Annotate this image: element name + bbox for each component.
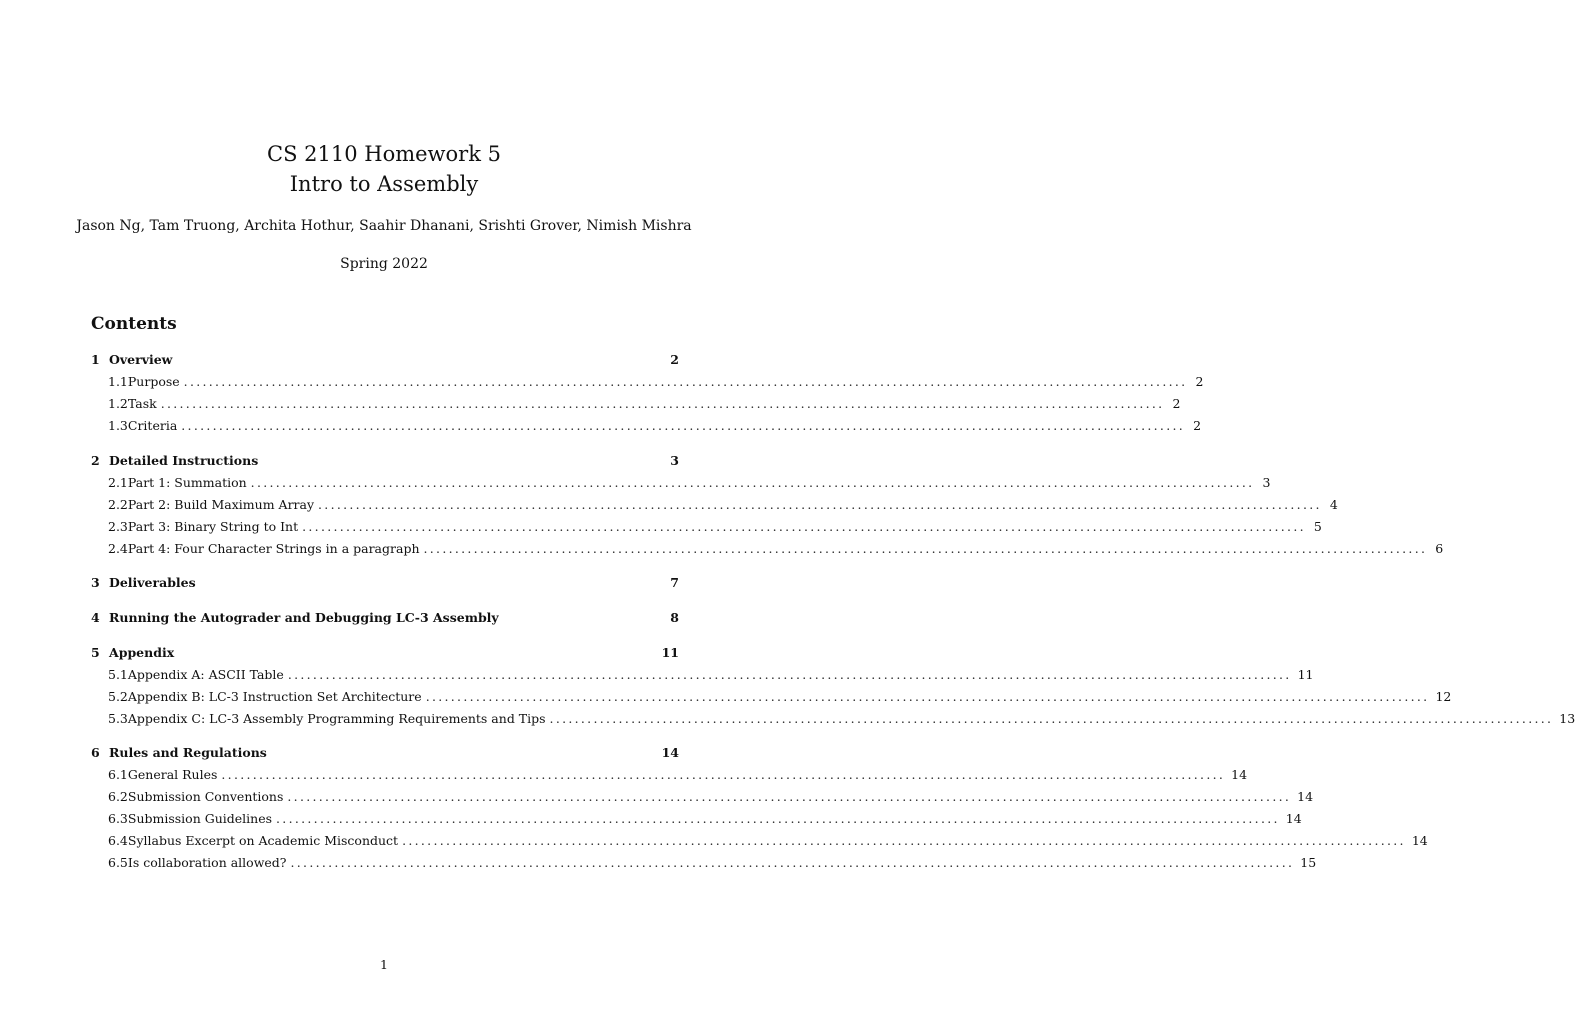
toc-number: 3: [91, 575, 100, 590]
toc-title: General Rules: [127, 767, 218, 782]
toc-subsection-part3[interactable]: [108, 518, 1322, 536]
toc-subsection-task[interactable]: [108, 395, 1181, 413]
toc-number: 6.3: [108, 811, 128, 826]
toc-leader: ................................................................................................................................................................: [290, 855, 1295, 870]
toc-subsection-purpose[interactable]: [108, 373, 1204, 391]
toc-subsection-submission-conventions[interactable]: [108, 788, 1314, 806]
toc-section-appendix[interactable]: [91, 644, 679, 662]
toc-title: Appendix A: ASCII Table: [127, 667, 284, 682]
toc-leader: ................................................................................................................................................................: [276, 811, 1280, 826]
toc-number: 2.4: [108, 541, 128, 556]
toc-number: 6.5: [108, 855, 128, 870]
toc-leader: ................................................................................................................................................................: [318, 497, 1322, 512]
contents-heading: Contents: [91, 314, 177, 334]
toc-page: 3: [670, 453, 679, 468]
toc-page: 11: [1297, 667, 1314, 682]
toc-leader: ................................................................................................................................................................: [160, 396, 1165, 411]
date: Spring 2022: [340, 256, 428, 272]
toc-title: Syllabus Excerpt on Academic Misconduct: [127, 833, 399, 848]
toc-title: Task: [127, 396, 157, 411]
toc-page: 8: [670, 610, 679, 625]
toc-title: Part 1: Summation: [127, 475, 247, 490]
toc-subsection-submission-guidelines[interactable]: [108, 810, 1302, 828]
toc-title: Running the Autograder and Debugging LC-3 Assembly: [109, 610, 499, 625]
toc-title: Purpose: [127, 374, 180, 389]
toc-leader: ................................................................................................................................................................: [425, 689, 1430, 704]
toc-section-detailed-instructions[interactable]: [91, 452, 679, 470]
toc-number: 6.4: [108, 833, 128, 848]
toc-subsection-collaboration[interactable]: [108, 854, 1317, 872]
toc-subsection-syllabus-excerpt[interactable]: [108, 832, 1428, 850]
toc-page: 14: [1411, 833, 1428, 848]
toc-page: 14: [661, 745, 679, 760]
toc-number: 1.2: [108, 396, 128, 411]
toc-number: 2.3: [108, 519, 128, 534]
toc-title: Appendix C: LC-3 Assembly Programming Requirements and Tips: [127, 711, 546, 726]
toc-subsection-part4[interactable]: [108, 540, 1444, 558]
toc-page: 15: [1300, 855, 1317, 870]
toc-title: Submission Conventions: [127, 789, 284, 804]
toc-page: 2: [670, 352, 679, 367]
toc-page: 6: [1435, 541, 1444, 556]
toc-page: 2: [1172, 396, 1181, 411]
toc-subsection-part1[interactable]: [108, 474, 1271, 492]
toc-page: 5: [1313, 519, 1322, 534]
toc-title: Deliverables: [109, 575, 196, 590]
toc-page: 2: [1195, 374, 1204, 389]
toc-subsection-criteria[interactable]: [108, 417, 1202, 435]
toc-number: 5.2: [108, 689, 128, 704]
toc-number: 1: [91, 352, 100, 367]
toc-leader: ................................................................................................................................................................: [221, 767, 1226, 782]
toc-page: 4: [1329, 497, 1338, 512]
toc-number: 2: [91, 453, 100, 468]
toc-title: Rules and Regulations: [109, 745, 267, 760]
toc-leader: ................................................................................................................................................................: [287, 667, 1292, 682]
toc-title: Overview: [109, 352, 173, 367]
toc-number: 2.2: [108, 497, 128, 512]
toc-number: 5: [91, 645, 100, 660]
toc-leader: ................................................................................................................................................................: [302, 519, 1306, 534]
toc-title: Detailed Instructions: [109, 453, 259, 468]
toc-leader: ................................................................................................................................................................: [549, 711, 1554, 726]
toc-leader: ................................................................................................................................................................: [402, 833, 1406, 848]
toc-subsection-part2[interactable]: [108, 496, 1338, 514]
document-subtitle: Intro to Assembly: [289, 172, 479, 196]
toc-number: 1.1: [108, 374, 128, 389]
toc-page: 14: [1231, 767, 1248, 782]
toc-title: Appendix: [109, 645, 175, 660]
toc-subsection-appendix-c[interactable]: [108, 710, 1575, 728]
toc-leader: ................................................................................................................................................................: [183, 374, 1188, 389]
toc-leader: ................................................................................................................................................................: [287, 789, 1292, 804]
toc-section-rules[interactable]: [91, 744, 679, 762]
toc-section-autograder[interactable]: [91, 609, 679, 627]
toc-subsection-appendix-b[interactable]: [108, 688, 1452, 706]
toc-leader: ................................................................................................................................................................: [250, 475, 1255, 490]
toc-title: Part 4: Four Character Strings in a paragraph: [127, 541, 420, 556]
toc-page: 2: [1193, 418, 1202, 433]
toc-page: 12: [1435, 689, 1452, 704]
toc-title: Criteria: [127, 418, 178, 433]
document-title: CS 2110 Homework 5: [267, 142, 501, 166]
toc-number: 6.2: [108, 789, 128, 804]
toc-leader: ................................................................................................................................................................: [423, 541, 1428, 556]
authors: Jason Ng, Tam Truong, Archita Hothur, Saahir Dhanani, Srishti Grover, Nimish Mishra: [76, 218, 692, 234]
toc-title: Appendix B: LC-3 Instruction Set Architecture: [127, 689, 422, 704]
toc-number: 5.3: [108, 711, 128, 726]
toc-section-deliverables[interactable]: [91, 574, 679, 592]
toc-title: Is collaboration allowed?: [127, 855, 287, 870]
toc-section-overview[interactable]: [91, 351, 679, 369]
toc-page: 3: [1262, 475, 1271, 490]
toc-number: 6: [91, 745, 100, 760]
toc-title: Part 2: Build Maximum Array: [127, 497, 315, 512]
toc-number: 5.1: [108, 667, 128, 682]
toc-page: 11: [661, 645, 679, 660]
toc-title: Submission Guidelines: [127, 811, 273, 826]
toc-page: 7: [670, 575, 679, 590]
toc-subsection-appendix-a[interactable]: [108, 666, 1314, 684]
toc-number: 4: [91, 610, 100, 625]
toc-page: 13: [1559, 711, 1575, 726]
toc-title: Part 3: Binary String to Int: [127, 519, 299, 534]
toc-subsection-general-rules[interactable]: [108, 766, 1248, 784]
toc-number: 2.1: [108, 475, 128, 490]
toc-page: 14: [1285, 811, 1302, 826]
toc-leader: ................................................................................................................................................................: [181, 418, 1186, 433]
toc-number: 6.1: [108, 767, 128, 782]
toc-page: 14: [1297, 789, 1314, 804]
toc-number: 1.3: [108, 418, 128, 433]
page-number: 1: [380, 957, 388, 972]
